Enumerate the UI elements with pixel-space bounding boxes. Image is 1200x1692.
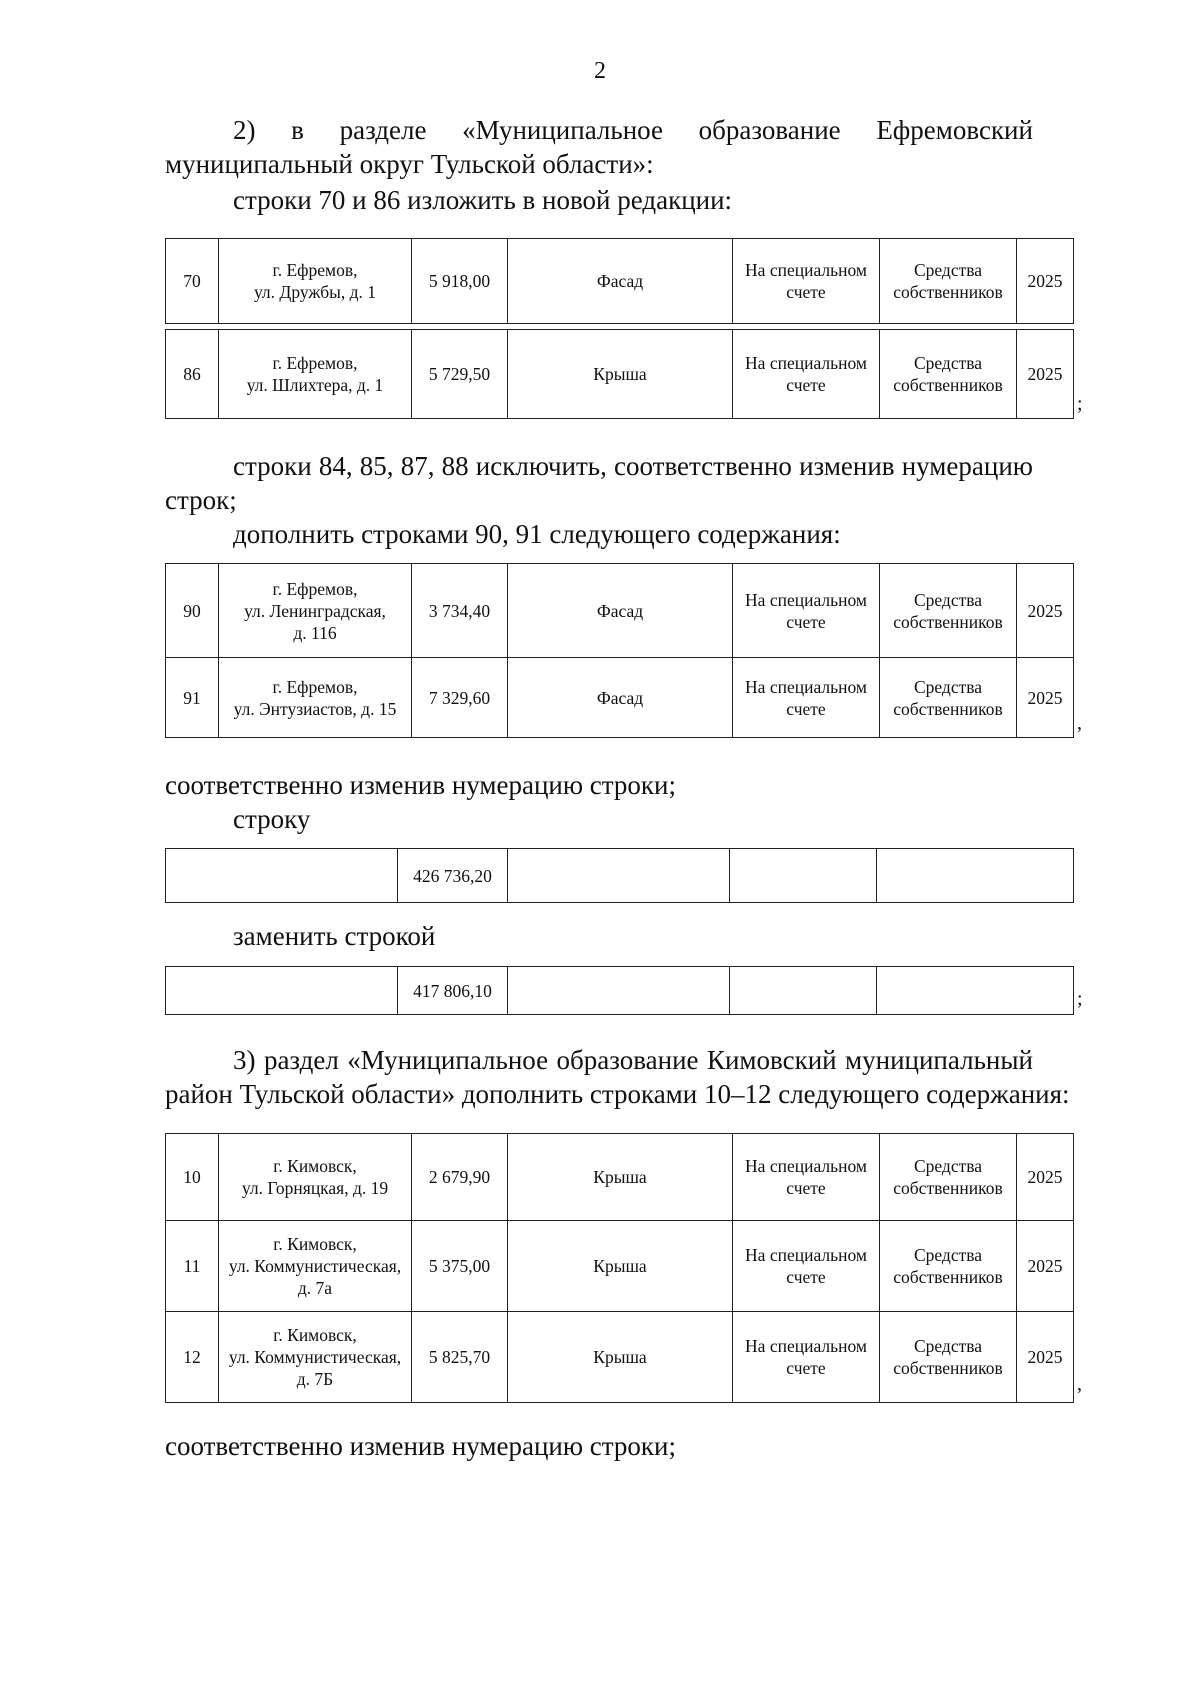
word: образование [698,115,841,145]
source-cell [880,1312,1017,1403]
total-new-trailing-punct: ; [1077,988,1083,1010]
work-type-cell: Фасад [508,658,733,738]
source-line: собственников [893,1178,1003,1198]
cost-cell: 7 329,60 [412,658,508,738]
work-type-cell: Крыша [508,1134,733,1221]
rows-70-86-instruction: строки 70 и 86 изложить в новой редакции: [233,185,733,215]
source-line: Средства [913,1336,983,1356]
work-type-cell: Крыша [508,1312,733,1403]
page-number: 2 [594,58,606,84]
table-b-trailing-punct: , [1077,712,1082,734]
source-line: Средства [913,589,983,610]
row-number: 91 [166,658,219,738]
table-b [165,563,1074,738]
source-cell [880,658,1017,738]
source-line: Средства [913,1156,983,1176]
empty-cell [730,849,877,903]
year-cell: 2025 [1017,1312,1074,1403]
source-cell [880,330,1017,419]
exclude-rows-line1 [233,448,1033,484]
year-cell: 2025 [1017,330,1074,419]
row-number: 10 [166,1134,219,1221]
address-line: ул. Коммунистическая, [228,1256,402,1276]
address-line: г. Ефремов, [272,676,358,697]
word: 87, [400,451,435,481]
year-cell: 2025 [1017,564,1074,658]
table-row [166,1312,1074,1403]
table-row [166,658,1074,738]
method-cell [733,330,880,419]
method-line: На специальном [745,589,867,610]
method-line: счете [786,698,826,719]
word: в [291,115,304,145]
section3-intro-line2: район Тульской области» дополнить строками 10–12 следующего содержания: [165,1079,1070,1109]
year-cell: 2025 [1017,239,1074,324]
word: образование [556,1045,699,1075]
word: Ефремовский [876,115,1033,145]
year-cell: 2025 [1017,1221,1074,1312]
section2-intro-line1 [233,112,1033,148]
word: 85, [359,451,394,481]
word: раздел [263,1045,339,1075]
word: нумерацию [901,451,1033,481]
method-line: На специальном [745,353,867,373]
cost-cell: 5 918,00 [412,239,508,324]
row-word: строку [233,804,311,834]
method-line: На специальном [745,260,867,280]
empty-cell [508,967,730,1015]
empty-cell [508,849,730,903]
empty-cell [877,967,1074,1015]
table-row [166,564,1074,658]
method-cell [733,564,880,658]
table-row [166,1221,1074,1312]
address-line: ул. Дружбы, д. 1 [253,282,377,302]
source-cell [880,1134,1017,1221]
address-line: г. Ефремов, [272,578,358,599]
cost-cell: 5 825,70 [412,1312,508,1403]
address-cell [219,330,412,419]
table-row [166,967,1074,1015]
word: строки [233,451,312,481]
address-cell [219,1312,412,1403]
table-row [166,1134,1074,1221]
method-line: На специальном [745,676,867,697]
source-line: собственников [893,698,1003,719]
year-cell: 2025 [1017,658,1074,738]
cost-cell: 5 729,50 [412,330,508,419]
year-cell: 2025 [1017,1134,1074,1221]
method-line: счете [786,611,826,632]
source-cell [880,1221,1017,1312]
section2-intro-line2: муниципальный округ Тульской области»: [165,149,654,179]
word: «Муниципальное [347,1045,549,1075]
source-line: Средства [913,1245,983,1265]
method-line: На специальном [745,1245,867,1265]
word: 88 [441,451,469,481]
total-cost-cell: 417 806,10 [398,967,508,1015]
section3-renumber-text: соответственно изменив нумерацию строки; [165,1431,676,1461]
cost-cell: 3 734,40 [412,564,508,658]
address-line: г. Кимовск, [273,1156,357,1176]
cost-cell: 5 375,00 [412,1221,508,1312]
method-line: счете [786,1267,826,1287]
address-line: г. Кимовск, [273,1234,357,1254]
source-line: собственников [893,1267,1003,1287]
table-row [166,849,1074,903]
row-number: 12 [166,1312,219,1403]
cost-cell: 2 679,90 [412,1134,508,1221]
word: соответственно [614,451,792,481]
replace-text: заменить строкой [233,921,436,951]
address-cell [219,1221,412,1312]
renumber-text: соответственно изменив нумерацию строки; [165,770,676,800]
row-number: 90 [166,564,219,658]
exclude-rows-line2: строк; [165,485,237,515]
method-line: На специальном [745,1156,867,1176]
empty-cell [166,849,398,903]
empty-cell [877,849,1074,903]
word: изменив [799,451,895,481]
source-line: собственников [893,375,1003,395]
word: муниципальный [845,1045,1033,1075]
address-line: ул. Ленинградская, [244,600,386,621]
method-line: На специальном [745,1336,867,1356]
word: Кимовский [706,1045,837,1075]
total-row-old [165,848,1074,903]
table-c [165,1133,1074,1403]
empty-cell [166,967,398,1015]
method-line: счете [786,1358,826,1378]
source-line: собственников [893,282,1003,302]
row-number: 70 [166,239,219,324]
section3-intro-line1 [233,1042,1033,1078]
address-cell [219,564,412,658]
source-line: Средства [913,260,983,280]
add-rows-instruction: дополнить строками 90, 91 следующего содержания: [233,519,841,549]
method-line: счете [786,1178,826,1198]
total-cost-cell: 426 736,20 [398,849,508,903]
word: «Муниципальное [462,115,663,145]
work-type-cell: Фасад [508,564,733,658]
table-a-row-86 [165,329,1074,419]
method-line: счете [786,282,826,302]
source-line: Средства [913,353,983,373]
work-type-cell: Фасад [508,239,733,324]
address-line: ул. Шлихтера, д. 1 [246,375,384,395]
row-number: 86 [166,330,219,419]
address-cell [219,1134,412,1221]
work-type-cell: Крыша [508,330,733,419]
method-cell [733,1221,880,1312]
method-cell [733,1312,880,1403]
source-line: собственников [893,611,1003,632]
table-row [166,239,1074,324]
method-cell [733,1134,880,1221]
source-line: Средства [913,676,983,697]
method-cell [733,239,880,324]
source-cell [880,564,1017,658]
address-line: г. Ефремов, [272,260,358,280]
address-line: ул. Энтузиастов, д. 15 [233,698,397,719]
empty-cell [730,967,877,1015]
address-line: г. Кимовск, [273,1325,357,1345]
table-a-trailing-punct: ; [1077,393,1083,415]
method-line: счете [786,375,826,395]
source-cell [880,239,1017,324]
address-line: ул. Коммунистическая, [228,1347,402,1367]
word: разделе [339,115,427,145]
source-line: собственников [893,1358,1003,1378]
address-line: г. Ефремов, [272,353,358,373]
work-type-cell: Крыша [508,1221,733,1312]
method-cell [733,658,880,738]
address-line: д. 7а [297,1278,333,1298]
address-line: д. 116 [293,622,337,643]
row-number: 11 [166,1221,219,1312]
word: 84, [318,451,353,481]
table-a-row-70 [165,238,1074,324]
word: 2) [233,115,256,145]
word: исключить, [475,451,607,481]
address-line: д. 7Б [296,1369,334,1389]
address-line: ул. Горняцкая, д. 19 [241,1178,389,1198]
table-c-trailing-punct: , [1077,1373,1082,1395]
address-cell [219,658,412,738]
table-row [166,330,1074,419]
total-row-new [165,966,1074,1015]
address-cell [219,239,412,324]
word: 3) [233,1045,256,1075]
